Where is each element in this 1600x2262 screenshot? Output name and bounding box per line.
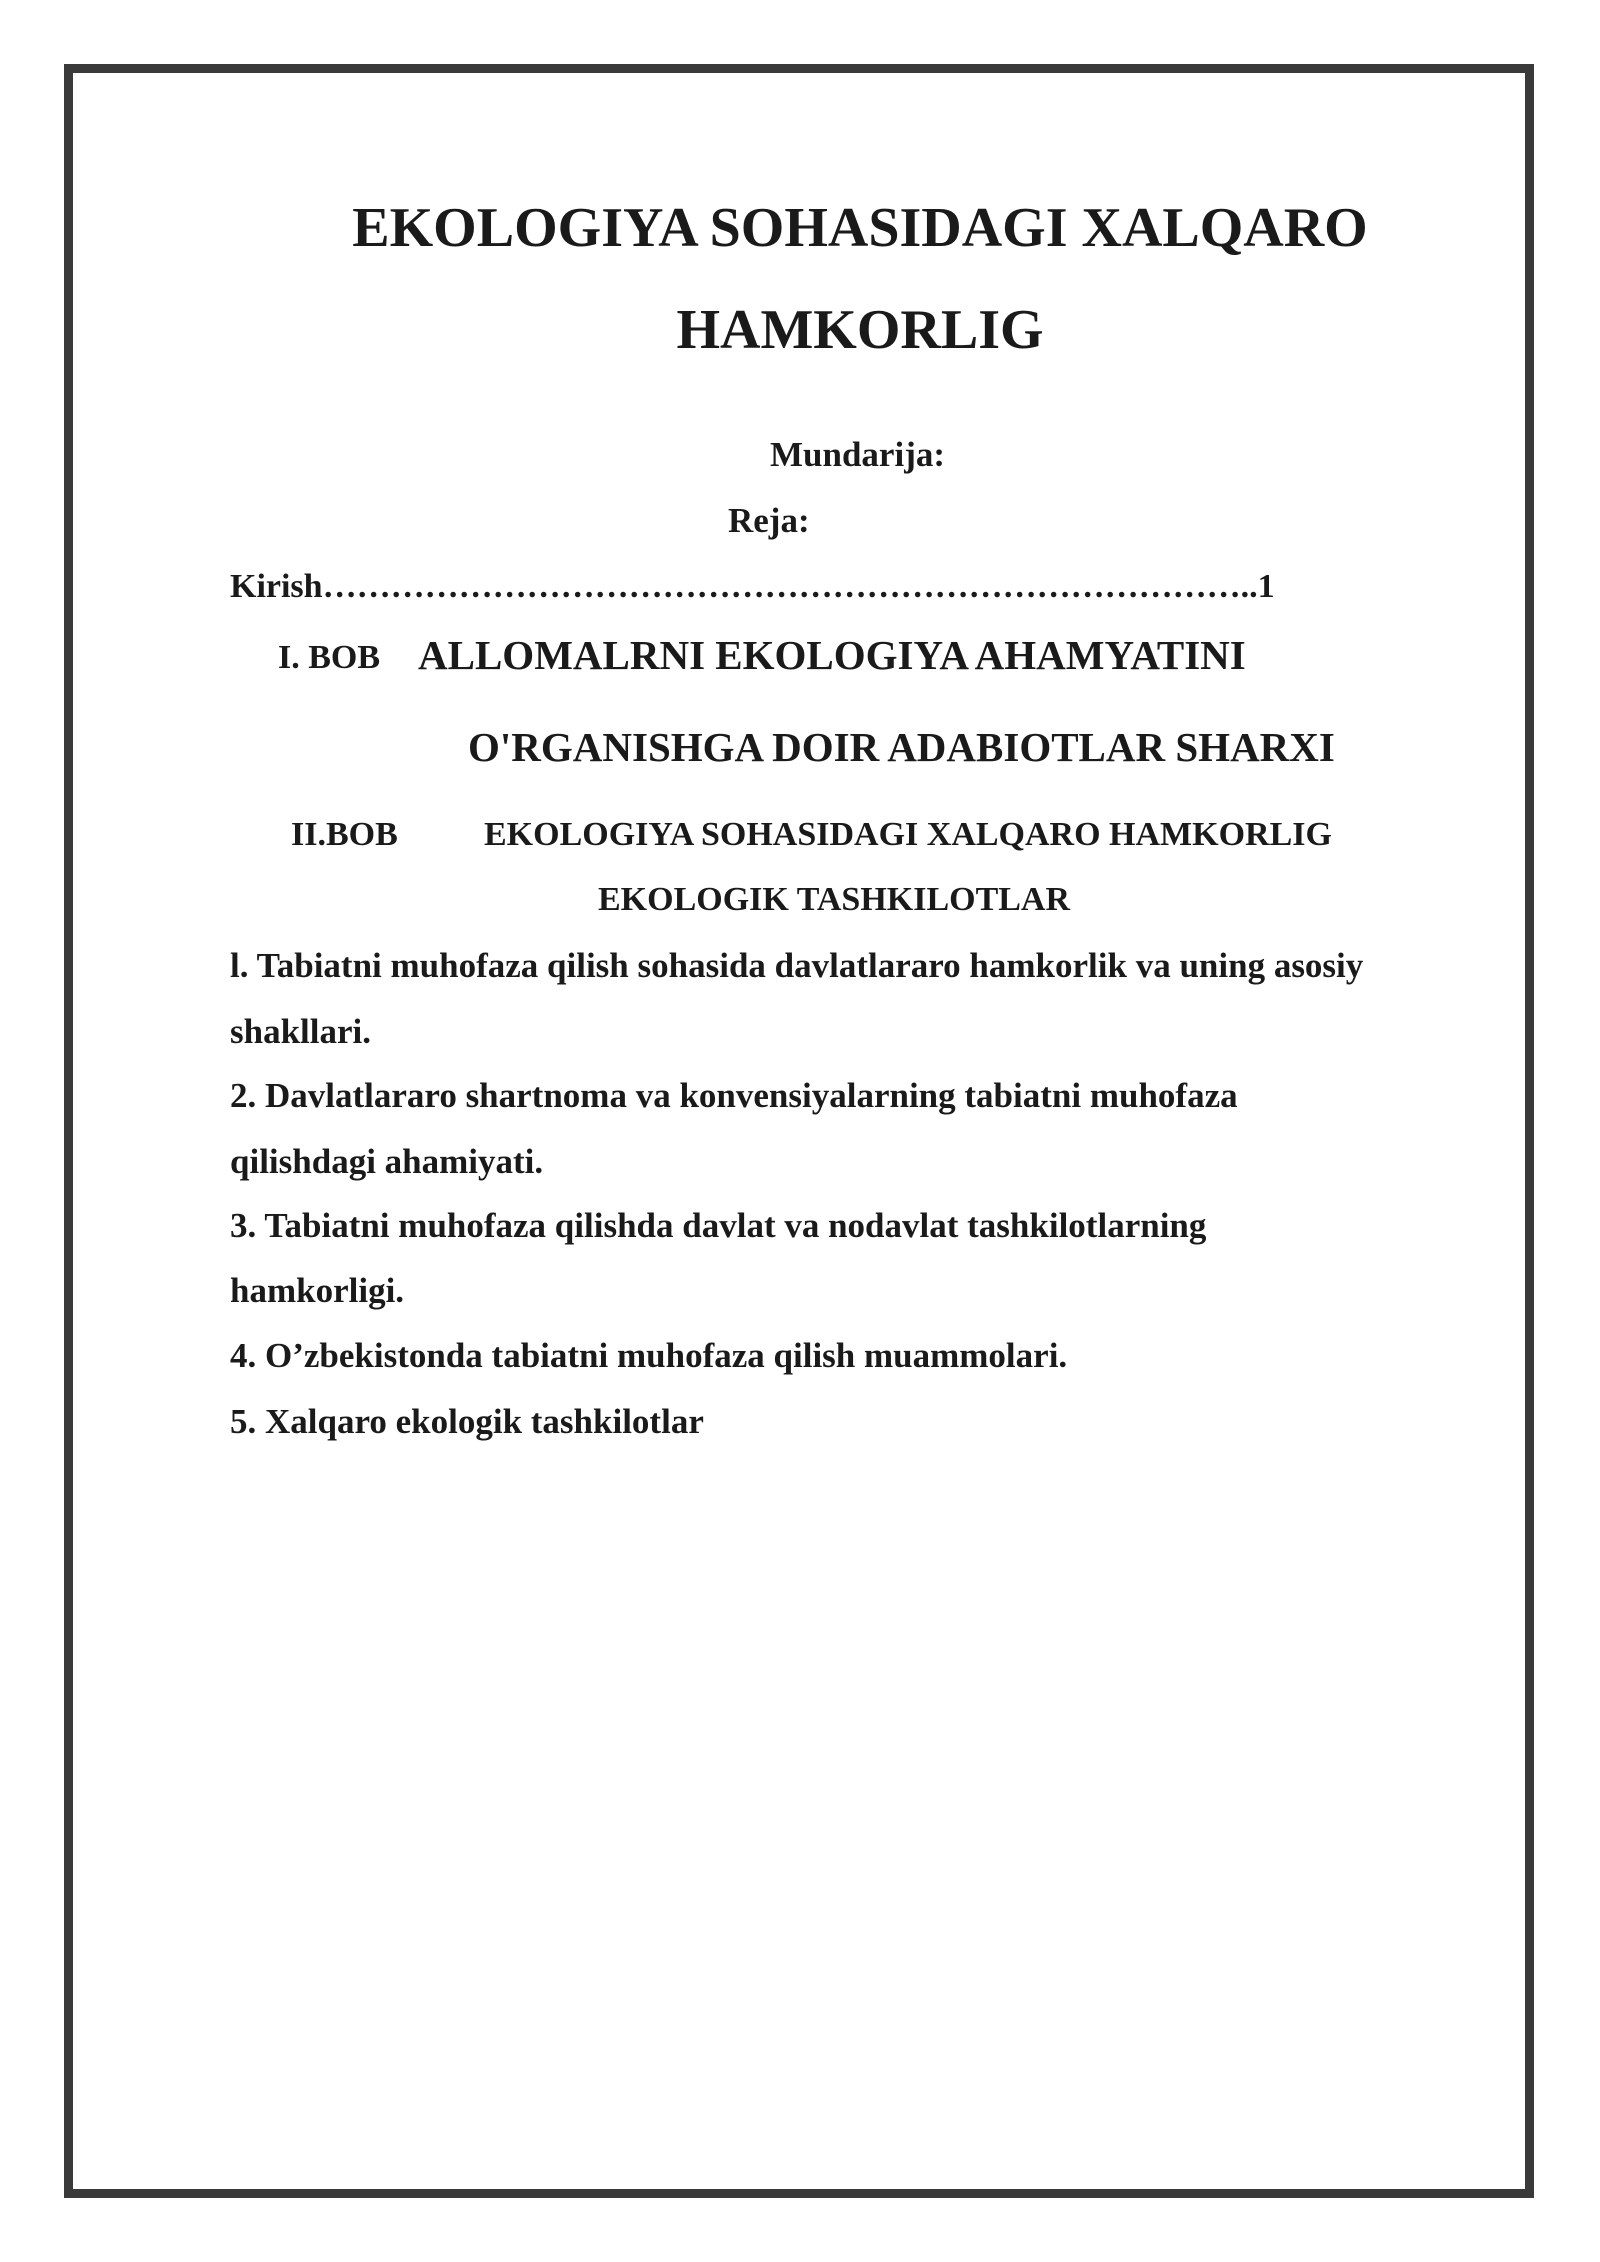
document-title-line-1: EKOLOGIYA SOHASIDAGI XALQARO	[352, 197, 1368, 259]
chapter-2-number: II.BOB	[291, 816, 398, 853]
chapter-1-title-line-2: O'RGANISHGA DOIR ADABIOTLAR SHARXI	[468, 724, 1335, 770]
contents-heading: Mundarija:	[770, 435, 945, 474]
plan-item-2-line-1: 2. Davlatlararo shartnoma va konvensiyalarning tabiatni muhofaza	[230, 1076, 1238, 1115]
chapter-1-title-line-1: ALLOMALRNI EKOLOGIYA AHAMYATINI	[418, 632, 1246, 678]
plan-item-1-line-1: l. Tabiatni muhofaza qilish sohasida davlatlararo hamkorlik va uning asosiy	[230, 946, 1364, 985]
plan-item-5: 5. Xalqaro ekologik tashkilotlar	[230, 1402, 704, 1441]
toc-entry-intro: Kirish………………………………………………………………………..1	[230, 568, 1275, 605]
document-title-line-2: HAMKORLIG	[676, 299, 1044, 361]
plan-item-4: 4. O’zbekistonda tabiatni muhofaza qilish muammolari.	[230, 1336, 1068, 1375]
plan-item-1-line-2: shakllari.	[230, 1012, 372, 1051]
chapter-2-title-line-1: EKOLOGIYA SOHASIDAGI XALQARO HAMKORLIG	[484, 816, 1332, 853]
plan-heading: Reja:	[728, 501, 810, 540]
plan-item-3-line-2: hamkorligi.	[230, 1271, 405, 1310]
plan-item-2-line-2: qilishdagi ahamiyati.	[230, 1142, 544, 1181]
plan-item-3-line-1: 3. Tabiatni muhofaza qilishda davlat va nodavlat tashkilotlarning	[230, 1206, 1207, 1245]
chapter-2-title-line-2: EKOLOGIK TASHKILOTLAR	[598, 881, 1071, 918]
chapter-1-number: I. BOB	[278, 639, 381, 676]
page-border	[64, 64, 1534, 2198]
